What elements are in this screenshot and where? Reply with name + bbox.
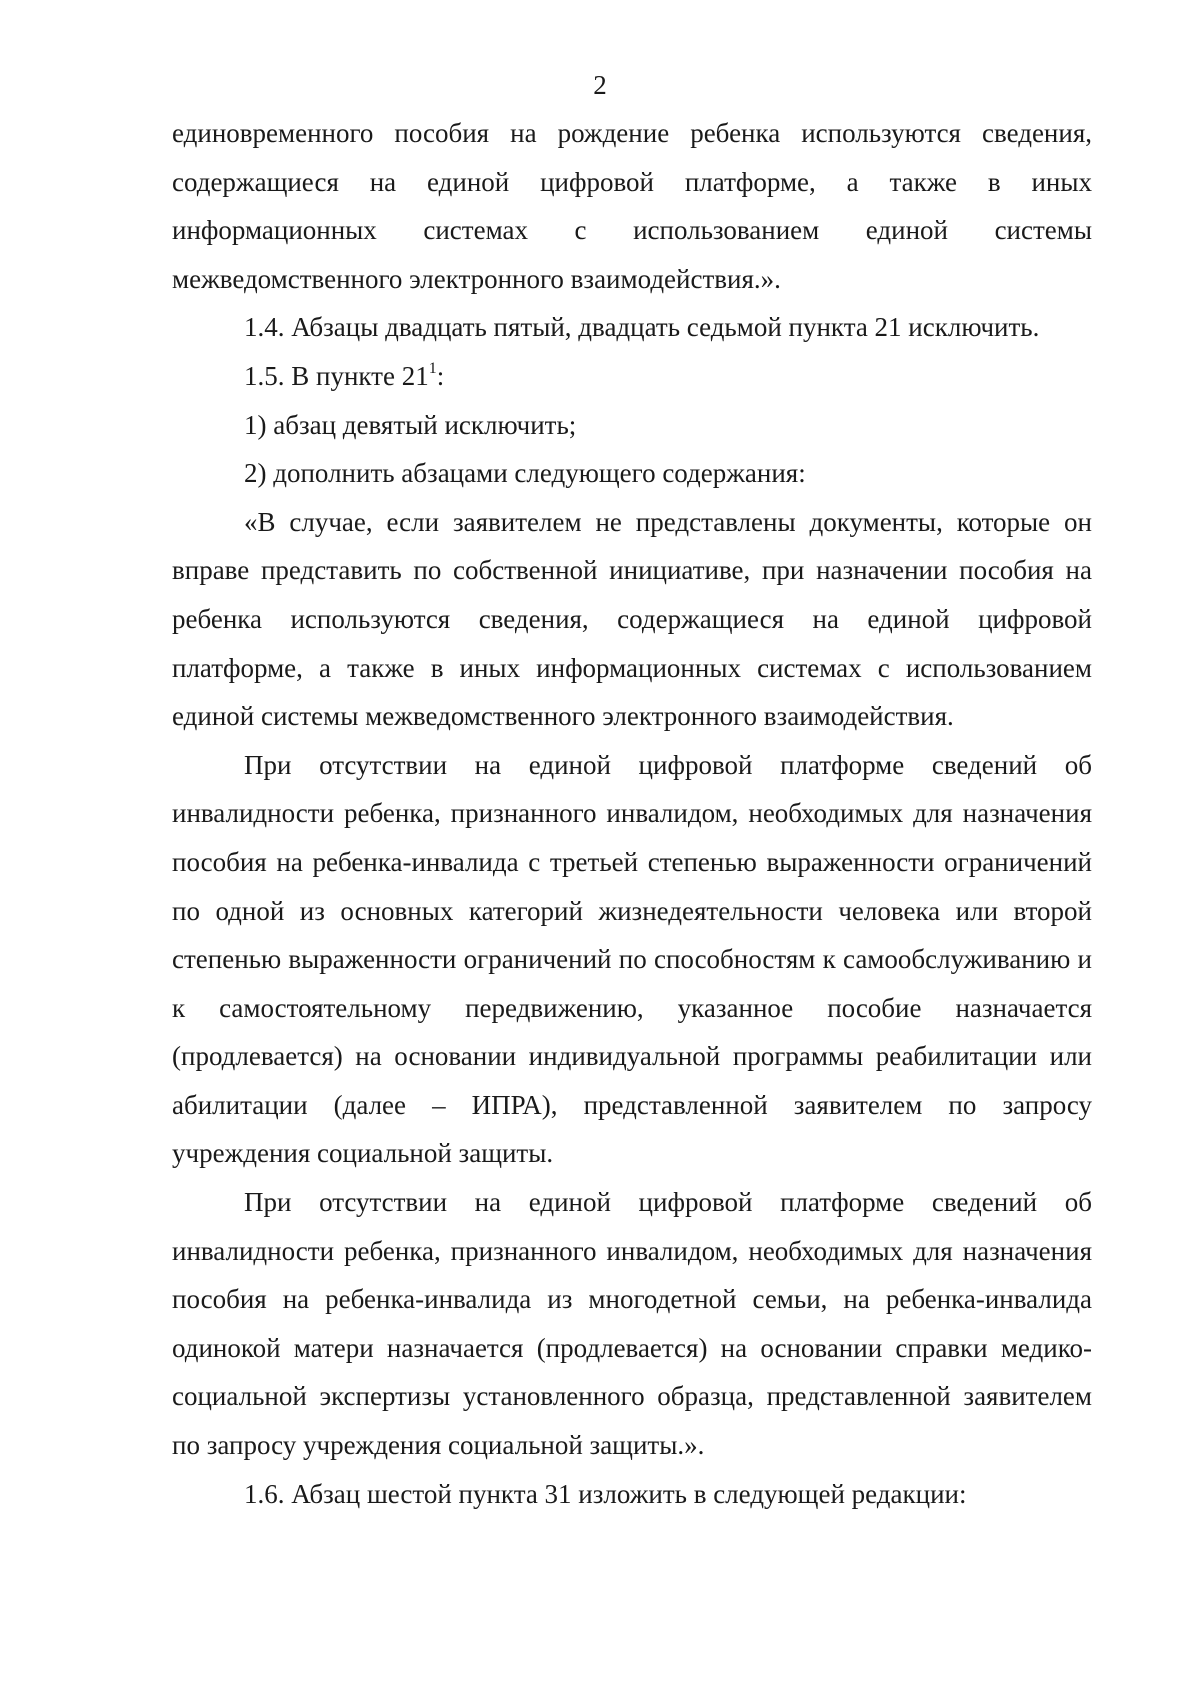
paragraph-item-1-6: 1.6. Абзац шестой пункта 31 изложить в следующей редакции: [244, 1478, 967, 1509]
paragraph-subitem-1: 1) абзац девятый исключить; [244, 409, 577, 440]
paragraph-quote-start: «В случае, если заявителем не представлены документы, которые он вправе представить по собственной инициативе, при назначении пособия на ребенка используются сведения, содержащиеся на единой цифровой платформе, а также в иных информационных системах с использованием единой системы межведомственного электронного взаимодействия. [172, 506, 1092, 732]
paragraph-item-1-4: 1.4. Абзацы двадцать пятый, двадцать седьмой пункта 21 исключить. [244, 312, 1040, 343]
paragraph-subitem-2: 2) дополнить абзацами следующего содержания: [244, 458, 806, 489]
document-body [172, 109, 1092, 1518]
paragraph-continuation: единовременного пособия на рождение ребенка используются сведения, содержащиеся на единой цифровой платформе, а также в иных информационных системах с использованием единой системы межведомственного электронного взаимодействия.». [172, 118, 1092, 294]
item-1-5-colon: : [436, 360, 445, 391]
item-1-5-text: 1.5. В пункте 21 [244, 360, 429, 391]
paragraph-item-1-5 [172, 352, 1092, 401]
paragraph-ipra: При отсутствии на единой цифровой платформе сведений об инвалидности ребенка, признанного инвалидом, необходимых для назначения пособия на ребенка-инвалида с третьей степенью выраженности ограничений по одной из основных категорий жизнедеятельности человека или второй степенью выраженности ограничений по способностям к самообслуживанию и к самостоятельному передвижению, указанное пособие назначается (продлевается) на основании индивидуальной программы реабилитации или абилитации (далее – ИПРА), представленной заявителем по запросу учреждения социальной защиты. [172, 749, 1092, 1169]
paragraph-mse-certificate: При отсутствии на единой цифровой платформе сведений об инвалидности ребенка, признанного инвалидом, необходимых для назначения пособия на ребенка-инвалида из многодетной семьи, на ребенка-инвалида одинокой матери назначается (продлевается) на основании справки медико-социальной экспертизы установленного образца, представленной заявителем по запросу учреждения социальной защиты.». [172, 1187, 1092, 1461]
page-number: 2 [593, 70, 607, 100]
item-1-5-superscript: 1 [428, 359, 437, 377]
